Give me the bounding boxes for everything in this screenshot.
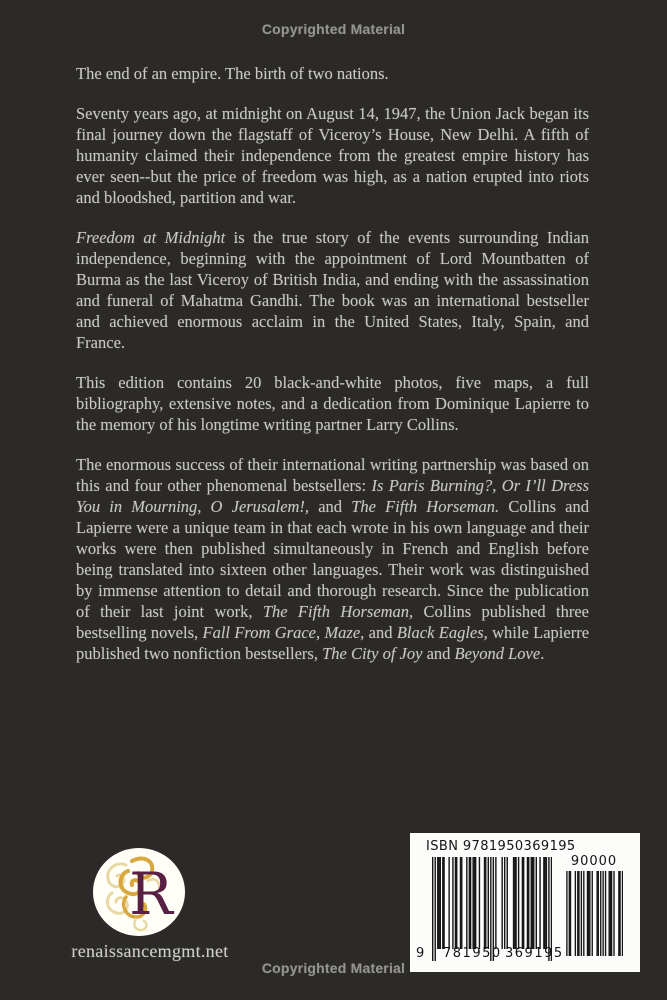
paragraph: Seventy years ago, at midnight on August 14, 1947, the Union Jack began its final journey down the flagstaff of Viceroy’s House, New Delhi. A fifth of humanity claimed their independence from the greatest empire history has ever seen--but the price of freedom was high, as a nation erupted into riots and bloodshed, partition and war. — [76, 104, 589, 207]
paragraph: The enormous success of their international writing partnership was based on this and four other phenomenal bestsellers: Is Paris Burning?, Or I’ll Dress You in Mourning, O Jerusalem!, and The Fifth Horseman. Collins and Lapierre were a unique team in that each wrote in his own language and their works were then published simultaneously in French and English before being translated into sixteen other languages. Their work was distinguished by immense attention to detail and thorough research. Since the publication of their last joint work, The Fifth Horseman, Collins published three bestselling novels, Fall From Grace, Maze, and Black Eagles, while Lapierre published two nonfiction bestsellers, The City of Joy and Beyond Love. — [76, 455, 590, 663]
isbn-label: ISBN 9781950369195 — [426, 839, 576, 854]
back-cover-paragraphs — [76, 63, 589, 683]
paragraph: The end of an empire. The birth of two nations. — [76, 64, 389, 83]
barcode-digit-prefix: 9 — [416, 946, 425, 961]
paragraph: This edition contains 20 black-and-white photos, five maps, a full bibliography, extensive notes, and a dedication from Dominique Lapierre to the memory of his longtime writing partner Larry Collins. — [76, 373, 589, 434]
publisher-website: renaissancemgmt.net — [71, 941, 229, 961]
isbn-barcode-panel — [410, 833, 640, 972]
barcode-digits-right: 369195 — [505, 946, 564, 961]
copyright-watermark-bottom: Copyrighted Material — [261, 960, 406, 976]
publisher-logo — [92, 847, 186, 939]
logo-letter: R — [129, 860, 173, 928]
barcode-supplement-label: 90000 — [570, 854, 618, 869]
copyright-watermark-top: Copyrighted Material — [261, 21, 406, 37]
renaissance-logo-icon — [92, 847, 186, 939]
ean5-supplement-barcode-icon — [565, 871, 623, 956]
barcode-digits-left: 781950 — [443, 946, 502, 961]
paragraph: Freedom at Midnight is the true story of the events surrounding Indian independence, beginning with the appointment of Lord Mountbatten of Burma as the last Viceroy of British India, and ending with the assassination and funeral of Mahatma Gandhi. The book was an international bestseller and achieved enormous acclaim in the United States, Italy, Spain, and France. — [76, 228, 589, 352]
